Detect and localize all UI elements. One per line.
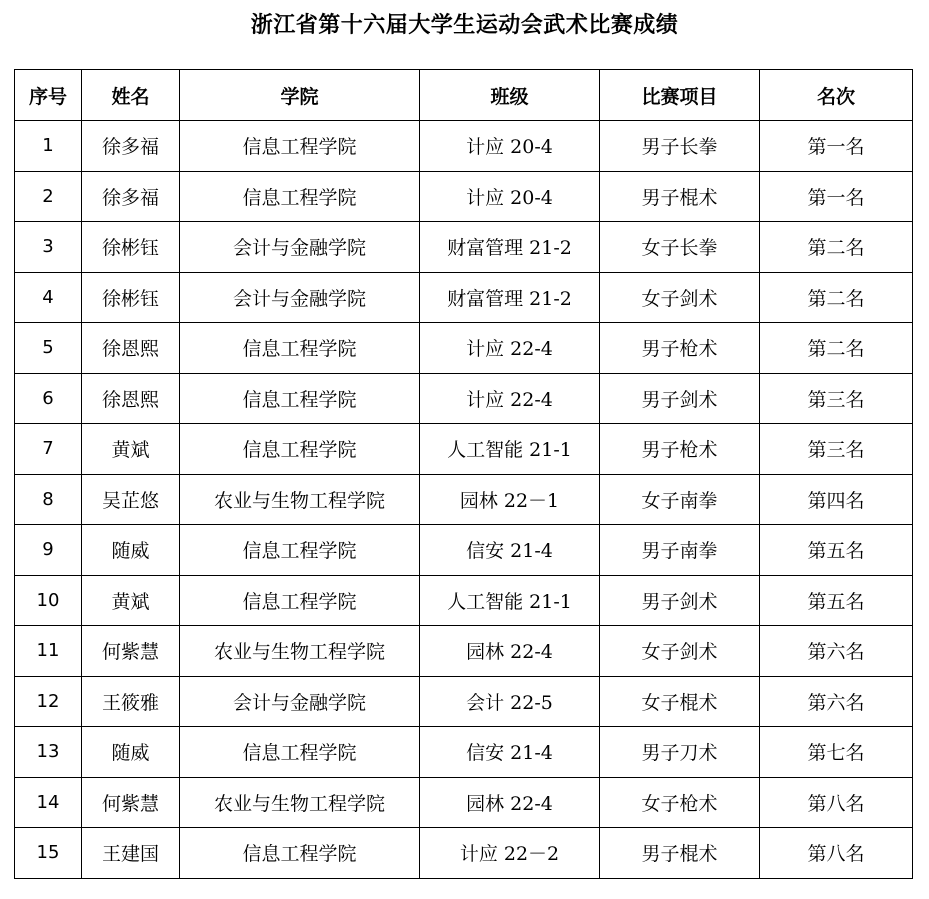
cell-name: 随威 — [82, 525, 180, 576]
cell-serial-number: 3 — [15, 222, 82, 273]
cell-college: 信息工程学院 — [180, 373, 420, 424]
cell-name: 徐彬钰 — [82, 222, 180, 273]
cell-serial-number: 4 — [15, 272, 82, 323]
header-name: 姓名 — [82, 70, 180, 121]
table-row — [15, 777, 913, 828]
cell-name: 何紫慧 — [82, 777, 180, 828]
cell-event: 女子剑术 — [600, 626, 760, 677]
cell-college: 信息工程学院 — [180, 525, 420, 576]
cell-rank: 第七名 — [760, 727, 913, 778]
cell-college: 信息工程学院 — [180, 323, 420, 374]
cell-class: 计应 20-4 — [420, 171, 600, 222]
cell-rank: 第二名 — [760, 222, 913, 273]
table-row — [15, 373, 913, 424]
cell-rank: 第二名 — [760, 272, 913, 323]
cell-college: 农业与生物工程学院 — [180, 626, 420, 677]
cell-serial-number: 1 — [15, 121, 82, 172]
cell-college: 信息工程学院 — [180, 171, 420, 222]
table-row — [15, 323, 913, 374]
cell-rank: 第一名 — [760, 121, 913, 172]
table-row — [15, 676, 913, 727]
table-row — [15, 828, 913, 879]
cell-serial-number: 13 — [15, 727, 82, 778]
cell-class: 财富管理 21-2 — [420, 222, 600, 273]
cell-name: 徐恩熙 — [82, 373, 180, 424]
cell-event: 男子棍术 — [600, 171, 760, 222]
table-row — [15, 222, 913, 273]
cell-class: 计应 20-4 — [420, 121, 600, 172]
table-row — [15, 525, 913, 576]
table-row — [15, 626, 913, 677]
cell-rank: 第三名 — [760, 373, 913, 424]
header-serial-number: 序号 — [15, 70, 82, 121]
cell-college: 会计与金融学院 — [180, 272, 420, 323]
cell-class: 园林 22-4 — [420, 626, 600, 677]
cell-rank: 第一名 — [760, 171, 913, 222]
cell-college: 会计与金融学院 — [180, 222, 420, 273]
cell-name: 黄斌 — [82, 575, 180, 626]
cell-college: 农业与生物工程学院 — [180, 777, 420, 828]
cell-name: 何紫慧 — [82, 626, 180, 677]
cell-serial-number: 14 — [15, 777, 82, 828]
cell-serial-number: 9 — [15, 525, 82, 576]
table-row — [15, 171, 913, 222]
cell-college: 信息工程学院 — [180, 121, 420, 172]
cell-college: 信息工程学院 — [180, 828, 420, 879]
cell-name: 徐多福 — [82, 171, 180, 222]
cell-event: 女子剑术 — [600, 272, 760, 323]
cell-name: 徐恩熙 — [82, 323, 180, 374]
cell-college: 信息工程学院 — [180, 727, 420, 778]
header-college: 学院 — [180, 70, 420, 121]
cell-class: 财富管理 21-2 — [420, 272, 600, 323]
cell-name: 王筱雅 — [82, 676, 180, 727]
cell-serial-number: 11 — [15, 626, 82, 677]
header-event: 比赛项目 — [600, 70, 760, 121]
cell-event: 男子长拳 — [600, 121, 760, 172]
cell-name: 吴芷悠 — [82, 474, 180, 525]
cell-college: 信息工程学院 — [180, 424, 420, 475]
cell-event: 女子枪术 — [600, 777, 760, 828]
cell-class: 人工智能 21-1 — [420, 575, 600, 626]
table-row — [15, 121, 913, 172]
table-body — [15, 121, 913, 879]
cell-class: 计应 22-4 — [420, 373, 600, 424]
cell-class: 人工智能 21-1 — [420, 424, 600, 475]
cell-rank: 第八名 — [760, 828, 913, 879]
cell-serial-number: 8 — [15, 474, 82, 525]
cell-rank: 第五名 — [760, 525, 913, 576]
cell-class: 会计 22-5 — [420, 676, 600, 727]
cell-class: 园林 22-4 — [420, 777, 600, 828]
cell-serial-number: 10 — [15, 575, 82, 626]
cell-event: 女子长拳 — [600, 222, 760, 273]
cell-event: 女子棍术 — [600, 676, 760, 727]
cell-serial-number: 2 — [15, 171, 82, 222]
cell-rank: 第八名 — [760, 777, 913, 828]
cell-serial-number: 15 — [15, 828, 82, 879]
results-table — [14, 69, 913, 879]
table-row — [15, 575, 913, 626]
cell-serial-number: 7 — [15, 424, 82, 475]
cell-college: 信息工程学院 — [180, 575, 420, 626]
cell-college: 农业与生物工程学院 — [180, 474, 420, 525]
cell-event: 男子刀术 — [600, 727, 760, 778]
cell-rank: 第三名 — [760, 424, 913, 475]
cell-event: 男子枪术 — [600, 424, 760, 475]
cell-class: 园林 22－1 — [420, 474, 600, 525]
cell-name: 随威 — [82, 727, 180, 778]
cell-serial-number: 6 — [15, 373, 82, 424]
header-rank: 名次 — [760, 70, 913, 121]
cell-rank: 第五名 — [760, 575, 913, 626]
cell-rank: 第四名 — [760, 474, 913, 525]
table-row — [15, 727, 913, 778]
cell-name: 王建国 — [82, 828, 180, 879]
cell-event: 男子剑术 — [600, 373, 760, 424]
cell-event: 男子剑术 — [600, 575, 760, 626]
cell-class: 计应 22－2 — [420, 828, 600, 879]
cell-event: 女子南拳 — [600, 474, 760, 525]
cell-rank: 第二名 — [760, 323, 913, 374]
table-row — [15, 272, 913, 323]
table-row — [15, 424, 913, 475]
cell-college: 会计与金融学院 — [180, 676, 420, 727]
cell-name: 徐彬钰 — [82, 272, 180, 323]
cell-event: 男子南拳 — [600, 525, 760, 576]
cell-event: 男子棍术 — [600, 828, 760, 879]
cell-serial-number: 5 — [15, 323, 82, 374]
document-title: 浙江省第十六届大学生运动会武术比赛成绩 — [250, 13, 679, 38]
cell-class: 计应 22-4 — [420, 323, 600, 374]
cell-event: 男子枪术 — [600, 323, 760, 374]
cell-rank: 第六名 — [760, 626, 913, 677]
table-header-row — [15, 70, 913, 121]
cell-rank: 第六名 — [760, 676, 913, 727]
cell-class: 信安 21-4 — [420, 525, 600, 576]
table-row — [15, 474, 913, 525]
cell-serial-number: 12 — [15, 676, 82, 727]
cell-name: 黄斌 — [82, 424, 180, 475]
header-class: 班级 — [420, 70, 600, 121]
cell-name: 徐多福 — [82, 121, 180, 172]
cell-class: 信安 21-4 — [420, 727, 600, 778]
